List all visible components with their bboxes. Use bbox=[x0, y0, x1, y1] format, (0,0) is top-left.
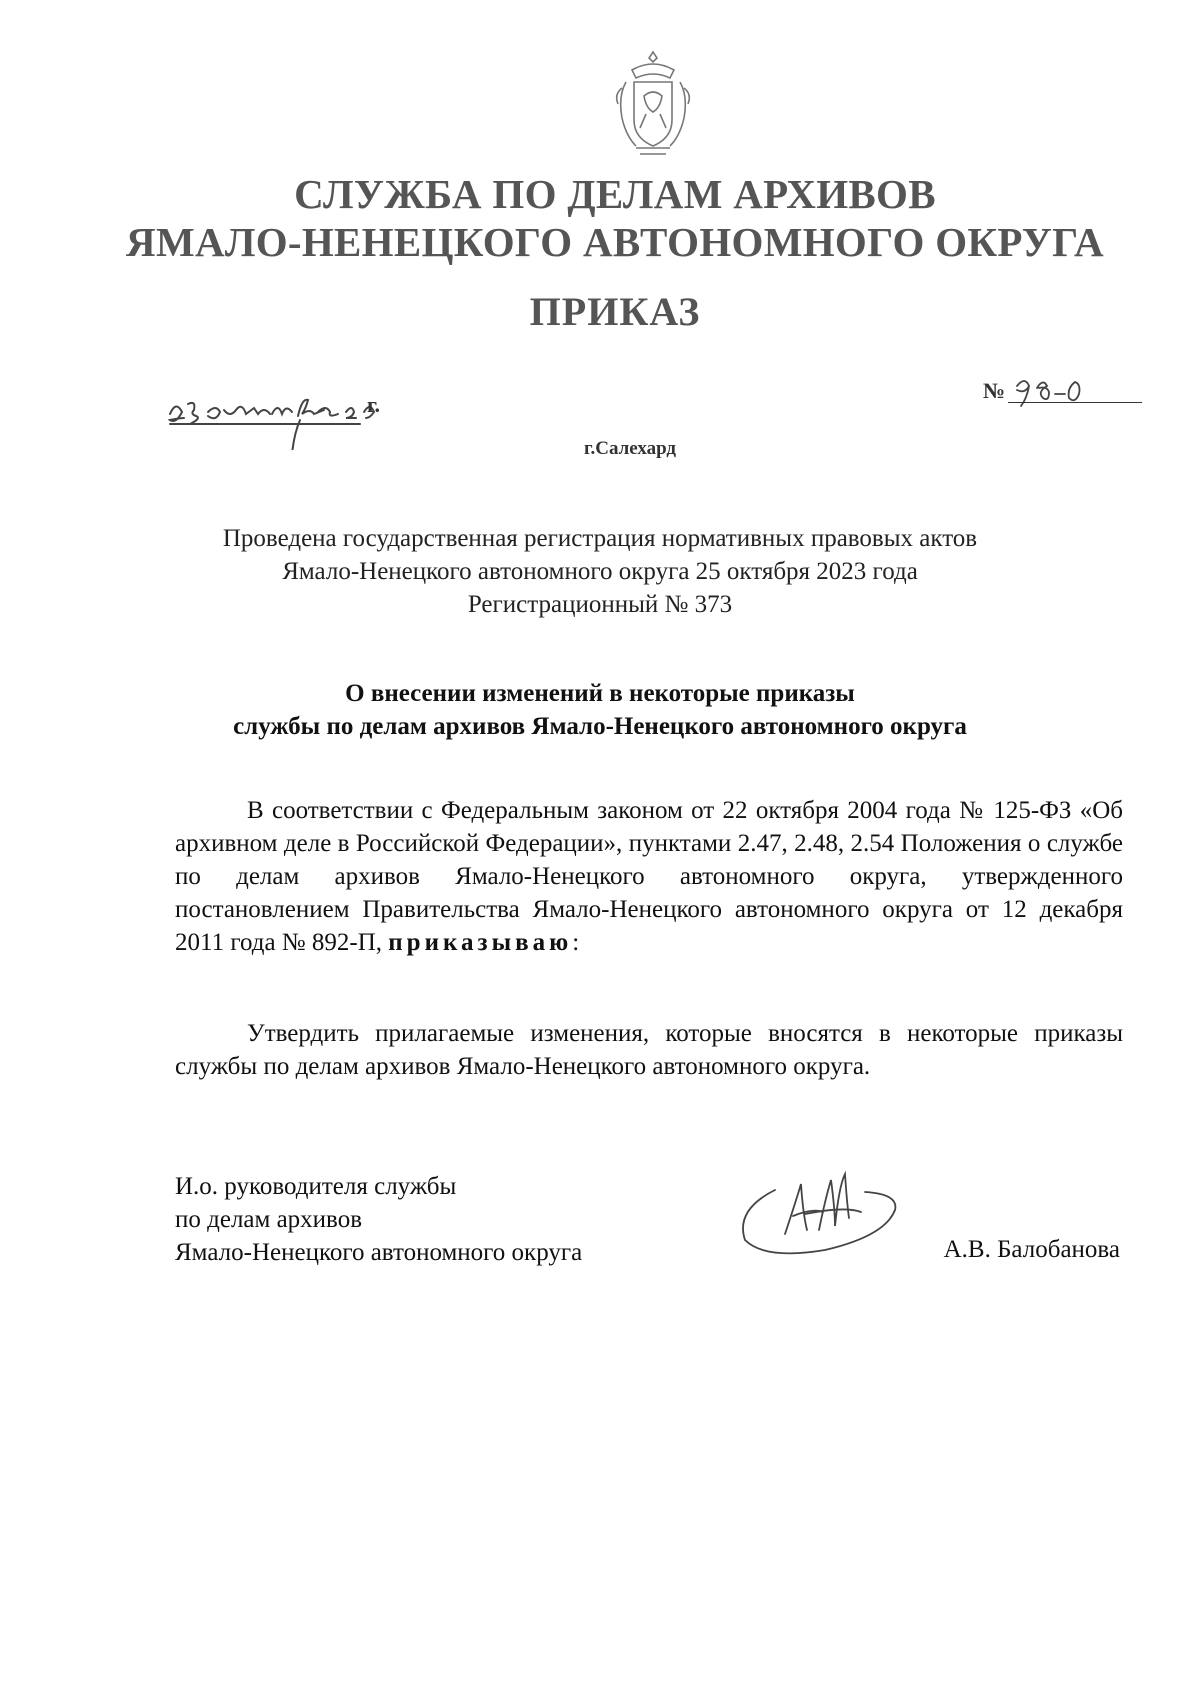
paragraph-1-text: В соответствии с Федеральным законом от 22 октября 2004 года № 125-ФЗ «Об архивном деле в Российской Федерации», пунктами 2.47, 2.48, 2.54 Положения о службе по делам архивов Ямало-Ненецкого автономного округа, утвержденного постановлением Правительства Ямало-Ненецкого автономного округа от 12 декабря 2011 года № 892-П, bbox=[175, 797, 1123, 956]
registration-line-3: Регистрационный № 373 bbox=[467, 591, 733, 618]
body-paragraph-2: Утвердить прилагаемые изменения, которые вносятся в некоторые приказы службы по делам архивов Ямало-Ненецкого автономного округа. bbox=[175, 1020, 1123, 1080]
order-subject bbox=[0, 677, 1200, 743]
position-line-2: по делам архивов bbox=[175, 1206, 362, 1233]
signatory-position bbox=[175, 1170, 582, 1269]
coat-of-arms-icon bbox=[610, 48, 696, 158]
subject-line-2: службы по делам архивов Ямало-Ненецкого автономного округа bbox=[233, 713, 967, 740]
body-paragraph-1 bbox=[175, 794, 1123, 959]
signatory-name: А.В. Балобанова bbox=[943, 1236, 1120, 1263]
subject-line-1: О внесении изменений в некоторые приказы bbox=[345, 680, 855, 707]
agency-name-line2: ЯМАЛО-НЕНЕЦКОГО АВТОНОМНОГО ОКРУГА bbox=[126, 219, 1104, 265]
city: г.Салехард bbox=[583, 438, 676, 459]
registration-line-1: Проведена государственная регистрация нормативных правовых актов bbox=[222, 525, 978, 552]
agency-name-line1: СЛУЖБА ПО ДЕЛАМ АРХИВОВ bbox=[294, 171, 936, 217]
date-suffix: г. bbox=[367, 392, 381, 417]
position-line-3: Ямало-Ненецкого автономного округа bbox=[175, 1239, 583, 1266]
number-underline bbox=[1008, 402, 1142, 403]
number-label: № bbox=[983, 378, 1006, 403]
handwritten-signature bbox=[735, 1160, 905, 1260]
document-type-title: ПРИКАЗ bbox=[529, 289, 701, 334]
registration-line-2: Ямало-Ненецкого автономного округа 25 октября 2023 года bbox=[282, 558, 918, 585]
order-verb: приказываю bbox=[388, 929, 573, 956]
registration-note bbox=[0, 522, 1200, 621]
paragraph-1-end: : bbox=[572, 929, 580, 956]
handwritten-number bbox=[983, 372, 1143, 412]
position-line-1: И.о. руководителя службы bbox=[175, 1173, 457, 1200]
